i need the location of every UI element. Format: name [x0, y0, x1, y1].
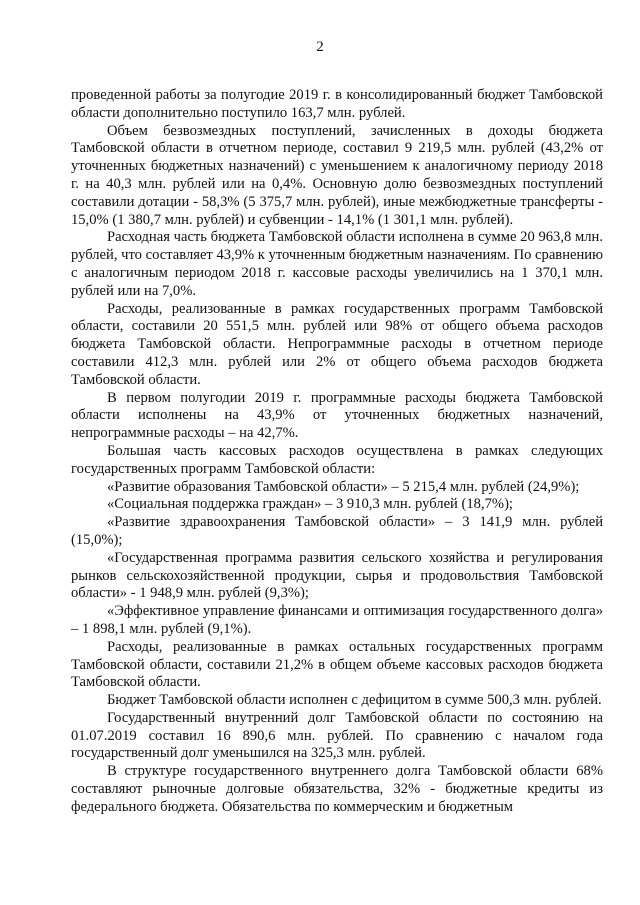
paragraph-program-expenditure: Расходы, реализованные в рамках государственных программ Тамбовской области, составили 20 551,5 млн. рублей или 98% от общего объема расходов бюджета Тамбовской области. Непрограммные расходы в отчетном периоде составили 412,3 млн. рублей или 2% от общего объема расходов бюджета Тамбовской области.: [71, 300, 603, 388]
list-item-agriculture: «Государственная программа развития сельского хозяйства и регулирования рынков сельскохозяйственной продукции, сырья и продовольствия Тамбовской области» - 1 948,9 млн. рублей (9,3%);: [71, 549, 603, 602]
paragraph-other-programs: Расходы, реализованные в рамках остальных государственных программ Тамбовской области, составили 21,2% в общем объеме кассовых расходов бюджета Тамбовской области.: [71, 638, 603, 691]
list-item-education: «Развитие образования Тамбовской области» – 5 215,4 млн. рублей (24,9%);: [107, 478, 580, 495]
paragraph-debt: Государственный внутренний долг Тамбовской области по состоянию на 01.07.2019 составил 16 890,6 млн. рублей. По сравнению с началом года государственный долг уменьшился на 325,3 млн. рублей.: [71, 709, 603, 762]
paragraph-continuation: проведенной работы за полугодие 2019 г. в консолидированный бюджет Тамбовской области дополнительно поступило 163,7 млн. рублей.: [71, 87, 603, 121]
list-item-social-support: «Социальная поддержка граждан» – 3 910,3 млн. рублей (18,7%);: [107, 496, 513, 513]
list-item-healthcare: «Развитие здравоохранения Тамбовской области» – 3 141,9 млн. рублей (15,0%);: [71, 514, 603, 548]
paragraph-first-half: В первом полугодии 2019 г. программные расходы бюджета Тамбовской области исполнены на 43,9% от уточненных бюджетных назначений, непрограммные расходы – на 42,7%.: [71, 389, 603, 442]
document-body: [71, 87, 603, 817]
paragraph-programs-intro: Большая часть кассовых расходов осуществлена в рамках следующих государственных программ Тамбовской области:: [71, 442, 603, 477]
paragraph-expenditure: Расходная часть бюджета Тамбовской области исполнена в сумме 20 963,8 млн. рублей, что составляет 43,9% к уточненным бюджетным назначениям. По сравнению с аналогичным периодом 2018 г. кассовые расходы увеличились на 1 370,1 млн. рублей или на 7,0%.: [71, 229, 604, 299]
paragraph-debt-structure: В структуре государственного внутреннего долга Тамбовской области 68% составляют рыночные долговые обязательства, 32% - бюджетные кредиты из федерального бюджета. Обязательства по коммерческим и бюджетным: [71, 763, 603, 815]
list-item-finance: «Эффективное управление финансами и оптимизация государственного долга» – 1 898,1 млн. рублей (9,1%).: [71, 603, 603, 637]
page-number: 2: [316, 39, 324, 55]
paragraph-free-receipts: Объем безвозмездных поступлений, зачисленных в доходы бюджета Тамбовской области в отчетном периоде, составил 9 219,5 млн. рублей (43,2% от уточненных бюджетных назначений) с уменьшением к аналогичному периоду 2018 г. на 40,3 млн. рублей или на 0,4%. Основную долю безвозмездных поступлений составили дотации - 58,3% (5 375,7 млн. рублей), иные межбюджетные трансферты - 15,0% (1 380,7 млн. рублей) и субвенции - 14,1% (1 301,1 млн. рублей).: [71, 122, 603, 228]
paragraph-deficit: Бюджет Тамбовской области исполнен с дефицитом в сумме 500,3 млн. рублей.: [107, 692, 602, 709]
